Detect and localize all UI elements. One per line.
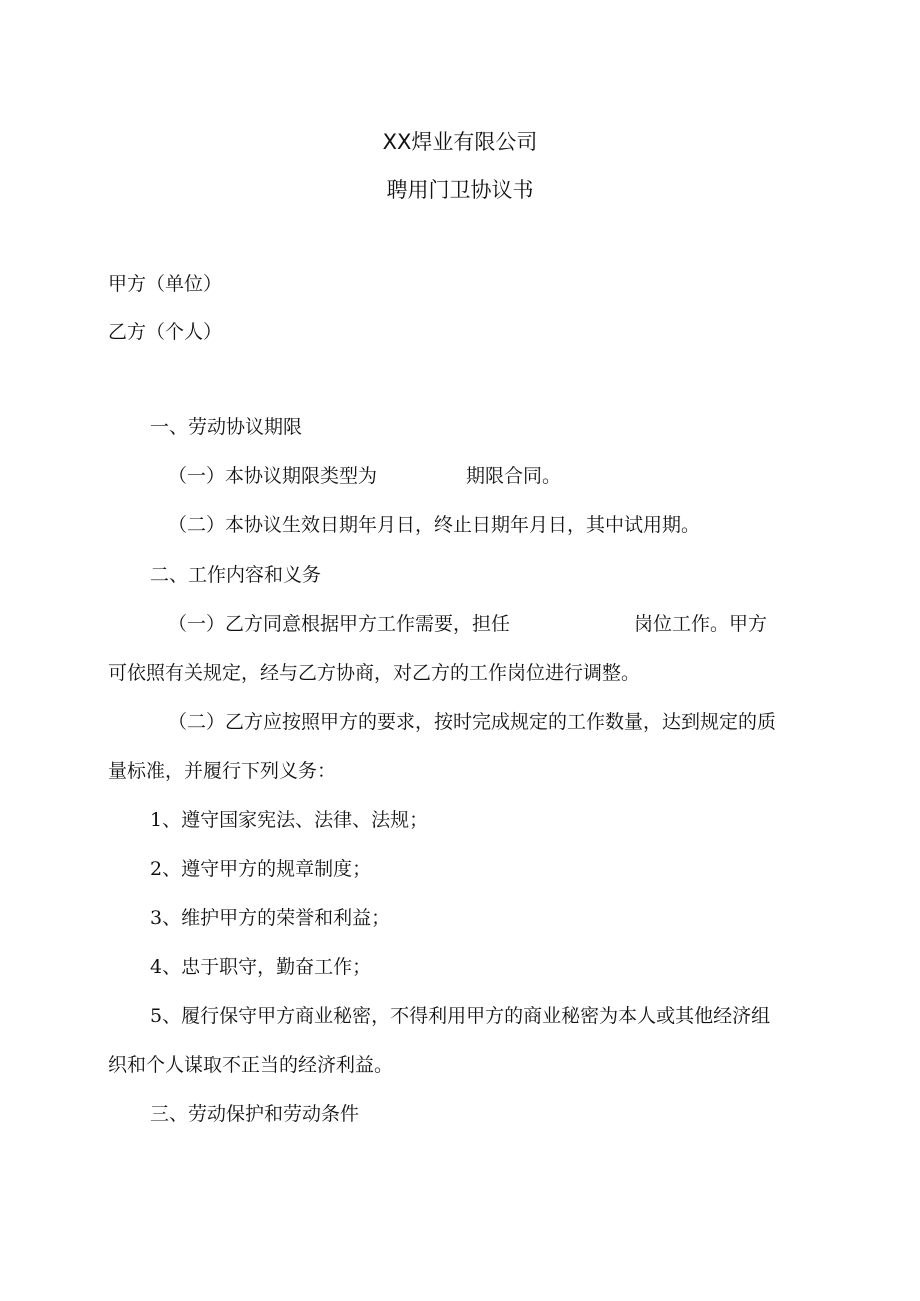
section-2-item-2-line-2: 量标准，并履行下列义务： <box>108 760 337 782</box>
party-a-line: 甲方（单位） <box>108 273 223 295</box>
section-2-item-1-line-1 <box>168 610 767 638</box>
duty-item-2: 2、遵守甲方的规章制度； <box>150 858 372 880</box>
section-1-heading: 一、劳动协议期限 <box>150 416 303 438</box>
duty-item-5-line-2: 织和个人谋取不正当的经济利益。 <box>108 1054 394 1076</box>
section-2-item-1-line-2: 可依照有关规定，经与乙方协商，对乙方的工作岗位进行调整。 <box>108 662 641 684</box>
section-1-item-1 <box>168 462 561 490</box>
duty-item-3: 3、维护甲方的荣誉和利益； <box>150 907 391 929</box>
section-2-heading: 二、工作内容和义务 <box>150 564 322 586</box>
section-2-item-1-text-after: 岗位工作。甲方 <box>634 613 768 635</box>
agreement-title: 聘用门卫协议书 <box>386 178 534 202</box>
section-1-item-1-text-after: 期限合同。 <box>466 465 562 487</box>
party-b-line: 乙方（个人） <box>108 321 223 343</box>
section-2-item-1-text-before: （一）乙方同意根据甲方工作需要，担任 <box>168 613 511 635</box>
section-1-item-1-text-before: （一）本协议期限类型为 <box>168 465 378 487</box>
section-2-item-2-line-1: （二）乙方应按照甲方的要求，按时完成规定的工作数量，达到规定的质 <box>168 711 777 733</box>
company-title: XX焊业有限公司 <box>382 130 538 154</box>
duty-item-4: 4、忠于职守，勤奋工作； <box>150 956 372 978</box>
duty-item-1: 1、遵守国家宪法、法律、法规； <box>150 809 429 831</box>
section-1-item-2: （二）本协议生效日期年月日，终止日期年月日，其中试用期。 <box>168 514 701 536</box>
duty-item-5-line-1: 5、履行保守甲方商业秘密，不得利用甲方的商业秘密为本人或其他经济组 <box>150 1005 771 1027</box>
section-3-heading: 三、劳动保护和劳动条件 <box>150 1103 360 1125</box>
